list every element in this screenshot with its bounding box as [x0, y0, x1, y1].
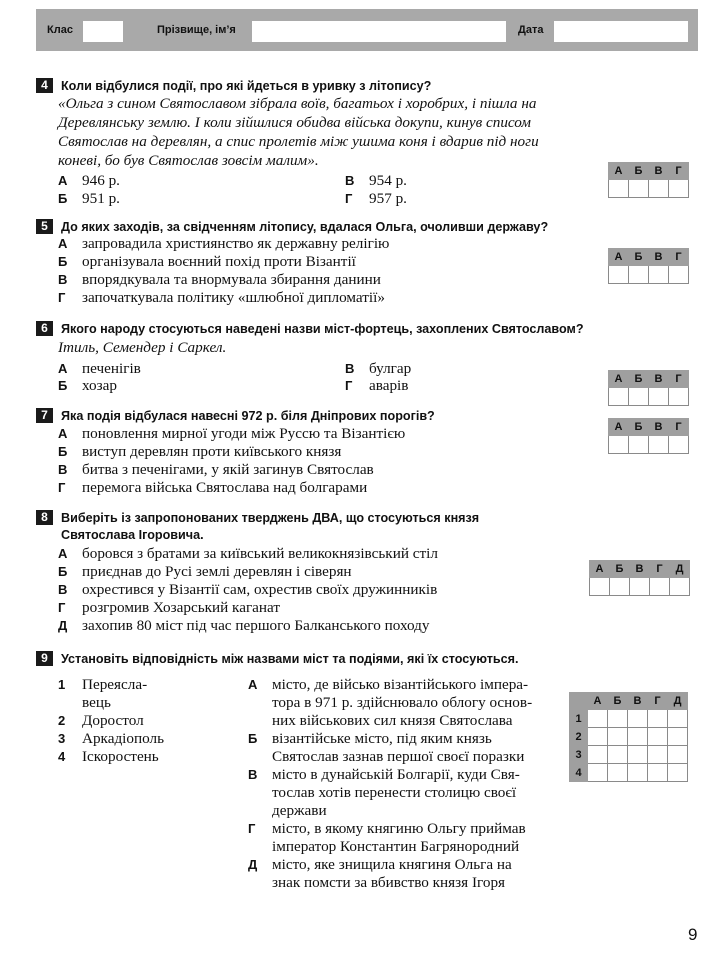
answer-cell[interactable] [629, 436, 649, 454]
answer-cell[interactable] [609, 388, 629, 406]
answer-cell[interactable] [629, 266, 649, 284]
quote-line: Деревлянську землю. І коли зійшлися обидва війська докупи, кинув списом [58, 114, 531, 131]
answer-cell[interactable] [609, 266, 629, 284]
answer-cell[interactable] [608, 764, 628, 782]
question-number: 4 [36, 78, 53, 93]
answer-cell[interactable] [668, 710, 688, 728]
answer-grid-q4: А Б В Г [608, 162, 689, 198]
event-letter-d: Г [248, 821, 256, 836]
option-c: В впорядкувала та внормувала збирання данини [58, 271, 381, 288]
answer-grid-q8: А Б В Г Д [589, 560, 690, 596]
answer-cell[interactable] [628, 728, 648, 746]
option-c: В битва з печенігами, у якій загинув Святослав [58, 461, 374, 478]
matching-answer-grid: А Б В Г Д 1 2 3 4 [569, 692, 688, 782]
answer-cell[interactable] [610, 578, 630, 596]
option-a: А боровся з братами за київський великокнязівський стіл [58, 545, 438, 562]
answer-cell[interactable] [629, 388, 649, 406]
answer-cell[interactable] [668, 728, 688, 746]
answer-cell[interactable] [649, 388, 669, 406]
question-title: Святослава Ігоровича. [61, 528, 204, 542]
answer-cell[interactable] [608, 746, 628, 764]
class-field[interactable] [83, 21, 123, 42]
answer-cell[interactable] [648, 746, 668, 764]
answer-cell[interactable] [649, 436, 669, 454]
option-a: А 946 р. [58, 172, 120, 189]
event-c-line: тослав хотів перенести столицю своєї [272, 784, 517, 801]
answer-cell[interactable] [669, 180, 689, 198]
option-e: Д захопив 80 міст під час першого Балканського походу [58, 617, 430, 634]
answer-cell[interactable] [588, 728, 608, 746]
question-subtitle: Ітиль, Семендер і Саркел. [58, 339, 227, 356]
answer-cell[interactable] [629, 180, 649, 198]
answer-cell[interactable] [650, 578, 670, 596]
answer-cell[interactable] [649, 180, 669, 198]
question-number: 9 [36, 651, 53, 666]
event-a-line: тора в 971 р. здійснювало облогу основ- [272, 694, 533, 711]
answer-cell[interactable] [608, 710, 628, 728]
row-number: 3 [570, 746, 588, 764]
answer-cell[interactable] [649, 266, 669, 284]
event-letter-a: А [248, 677, 258, 692]
option-d: Г започаткувала політику «шлюбної дипломатії» [58, 289, 385, 306]
option-c: В охрестився у Візантії сам, охрестив своїх дружинників [58, 581, 438, 598]
event-d-line: місто, в якому княгиню Ольгу приймав [272, 820, 526, 837]
option-b: Б 951 р. [58, 190, 120, 207]
event-letter-b: Б [248, 731, 258, 746]
answer-cell[interactable] [669, 436, 689, 454]
event-a-line: них військових сил князя Святослава [272, 712, 513, 729]
event-e-line: знак помсти за вбивство князя Ігоря [272, 874, 506, 891]
question-title: Виберіть із запропонованих тверджень ДВА, що стосуються князя [61, 511, 480, 525]
city-2: 2 Доростол [58, 712, 144, 729]
option-b: Б приєднав до Русі землі деревлян і сіверян [58, 563, 352, 580]
answer-cell[interactable] [648, 710, 668, 728]
answer-cell[interactable] [588, 710, 608, 728]
answer-cell[interactable] [648, 728, 668, 746]
question-title: Якого народу стосуються наведені назви міст-фортець, захоплених Святославом? [61, 322, 584, 336]
row-number: 4 [570, 764, 588, 782]
option-c: В булгар [345, 360, 412, 377]
answer-cell[interactable] [588, 746, 608, 764]
event-b-line: Святослав зазнав першої своєї поразки [272, 748, 525, 765]
option-a: А запровадила християнство як державну релігію [58, 235, 390, 252]
answer-grid-q7: А Б В Г [608, 418, 689, 454]
page-number: 9 [688, 925, 698, 944]
city-1: 1 Переясла- [58, 676, 148, 693]
question-number: 8 [36, 510, 53, 525]
answer-cell[interactable] [608, 728, 628, 746]
answer-cell[interactable] [670, 578, 690, 596]
option-b: Б хозар [58, 377, 117, 394]
answer-grid-q5: А Б В Г [608, 248, 689, 284]
name-field[interactable] [252, 21, 506, 42]
row-number: 1 [570, 710, 588, 728]
quote-line: «Ольга з сином Святославом зібрала воїв, багатьох і хоробрих, і пішла на [58, 95, 537, 112]
name-label: Прізвище, ім’я [157, 24, 236, 36]
event-d-line: імператор Константин Багрянородний [272, 838, 520, 855]
city-1-cont: вець [82, 694, 111, 711]
answer-cell[interactable] [648, 764, 668, 782]
question-title: Установіть відповідність між назвами міст та подіями, які їх стосуються. [61, 652, 519, 666]
date-field[interactable] [554, 21, 688, 42]
event-c-line: держави [272, 802, 327, 819]
question-title: До яких заходів, за свідченням літопису, вдалася Ольга, очоливши державу? [61, 220, 549, 234]
event-letter-c: В [248, 767, 258, 782]
question-number: 7 [36, 408, 53, 423]
question-title: Яка подія відбулася навесні 972 р. біля Дніпрових порогів? [61, 409, 435, 423]
class-label: Клас [47, 24, 73, 36]
quote-line: Святослав на деревлян, а спис пролетів між ушима коня і вдарив під ноги [58, 133, 539, 150]
option-b: Б виступ деревлян проти київського князя [58, 443, 342, 460]
answer-cell[interactable] [669, 388, 689, 406]
answer-cell[interactable] [628, 746, 648, 764]
answer-cell[interactable] [588, 764, 608, 782]
answer-cell[interactable] [628, 710, 648, 728]
row-number: 2 [570, 728, 588, 746]
event-c-line: місто в дунайській Болгарії, куди Свя- [272, 766, 520, 783]
city-4: 4 Іскоростень [58, 748, 159, 765]
question-number: 5 [36, 219, 53, 234]
option-a: А поновлення мирної угоди між Руссю та Візантією [58, 425, 406, 442]
answer-cell[interactable] [628, 764, 648, 782]
question-9 [36, 650, 596, 900]
option-d: Г перемога війська Святослава над болгарами [58, 479, 368, 496]
option-d: Г аварів [345, 377, 409, 394]
answer-cell[interactable] [668, 746, 688, 764]
option-c: В 954 р. [345, 172, 407, 189]
quote-line: коневі, бо був Святослав зовсім малим». [58, 152, 319, 169]
option-d: Г розгромив Хозарський каганат [58, 599, 281, 616]
answer-cell[interactable] [609, 436, 629, 454]
event-a-line: місто, де військо візантійського імпера- [272, 676, 529, 693]
answer-cell[interactable] [668, 764, 688, 782]
city-3: 3 Аркадіополь [58, 730, 165, 747]
event-e-line: місто, яке знищила княгиня Ольга на [272, 856, 512, 873]
student-info-header [36, 9, 698, 51]
question-number: 6 [36, 321, 53, 336]
option-d: Г 957 р. [345, 190, 407, 207]
option-a: А печенігів [58, 360, 141, 377]
date-label: Дата [518, 24, 544, 36]
answer-cell[interactable] [609, 180, 629, 198]
event-b-line: візантійське місто, під яким князь [272, 730, 492, 747]
answer-cell[interactable] [590, 578, 610, 596]
answer-grid-q6: А Б В Г [608, 370, 689, 406]
question-title: Коли відбулися події, про які йдеться в уривку з літопису? [61, 79, 432, 93]
answer-cell[interactable] [630, 578, 650, 596]
event-letter-e: Д [248, 857, 258, 872]
option-b: Б організувала воєнний похід проти Візантії [58, 253, 356, 270]
answer-cell[interactable] [669, 266, 689, 284]
